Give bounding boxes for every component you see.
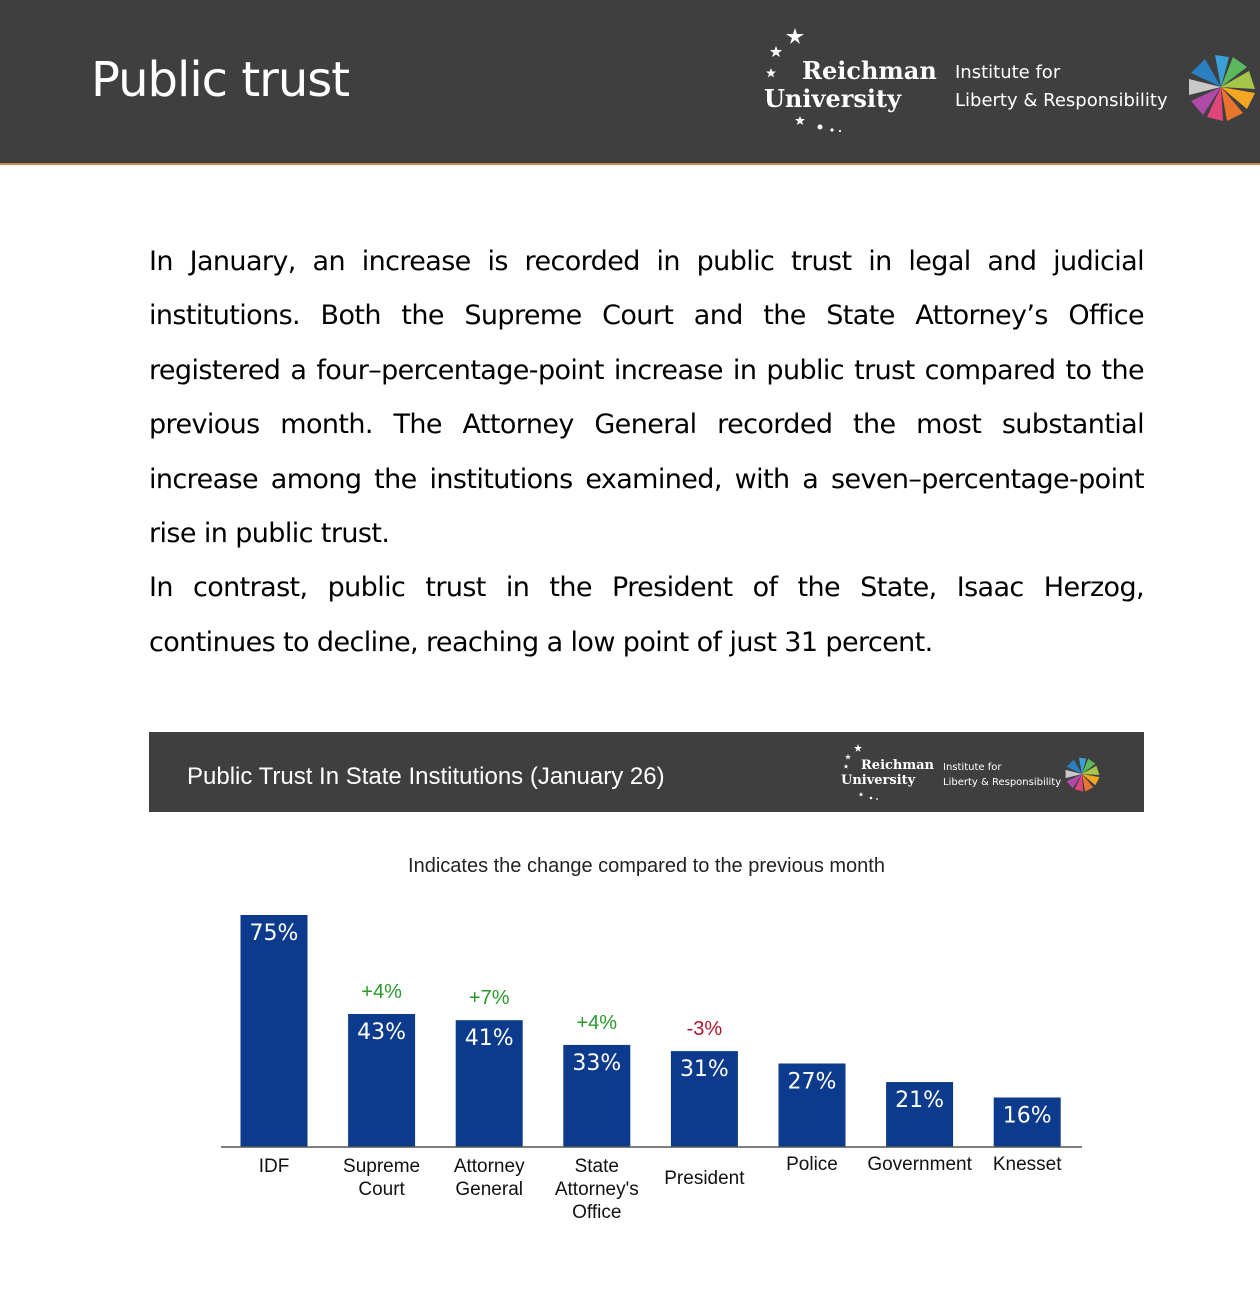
category-label-line: Government (867, 1154, 972, 1175)
category-label (259, 1156, 290, 1177)
category-label (664, 1168, 745, 1189)
bar-value-label: 41% (464, 1026, 514, 1052)
change-label: -3% (686, 1018, 723, 1041)
category-label-line: Attorney's (554, 1179, 639, 1200)
category-label-line: Supreme (343, 1156, 421, 1177)
bar-value-label: 33% (572, 1050, 622, 1076)
bar-value-label: 43% (357, 1019, 407, 1045)
category-label-line: Office (572, 1202, 622, 1223)
change-label: +7% (468, 987, 510, 1010)
bar-value-label: 27% (787, 1069, 837, 1095)
bar-0 (241, 915, 308, 1147)
category-label (454, 1156, 525, 1200)
category-label-line: IDF (258, 1156, 290, 1177)
category-label-line: Police (786, 1154, 838, 1175)
page-title: Public trust (91, 52, 350, 108)
logo-university-name: Reichman (861, 758, 935, 773)
bar-value-label: 21% (895, 1088, 945, 1114)
category-label-line: General (455, 1179, 524, 1200)
summary-paragraph-2: In contrast, public trust in the President of the State, Isaac Herzog, continues to decline, reaching a low point of just 31 percent. (149, 572, 1144, 658)
logo-university-name: Reichman (802, 56, 937, 85)
category-label (786, 1154, 838, 1175)
logo-institute-line2: Liberty & Responsibility (943, 777, 1062, 788)
bar-value-label: 31% (679, 1057, 729, 1083)
category-label (867, 1154, 972, 1175)
logo-institute-line2: Liberty & Responsibility (955, 90, 1168, 111)
logo-institute-line1: Institute for (943, 762, 1002, 773)
category-label (343, 1156, 420, 1200)
category-label-line: State (574, 1156, 619, 1177)
logo-university-word: University (764, 84, 902, 113)
category-label (993, 1154, 1062, 1175)
summary-paragraph-1: In January, an increase is recorded in public trust in legal and judicial institutions. Both the Supreme Court and the State Attorney’s Office registered a four–percentage-point increase in public trust compared to the previous month. The Attorney General recorded the most substantial increase among the institutions examined, with a seven–percentage-point rise in public trust. (149, 246, 1144, 550)
category-label (555, 1156, 639, 1223)
category-label-line: President (664, 1168, 745, 1189)
logo-university-word: University (841, 773, 916, 788)
logo-institute-line1: Institute for (955, 62, 1061, 83)
bar-value-label: 75% (249, 921, 299, 946)
change-label: +4% (576, 1011, 618, 1034)
bar-value-label: 16% (1002, 1103, 1052, 1129)
category-label-line: Court (358, 1179, 405, 1200)
change-label: +4% (361, 980, 402, 1003)
category-label-line: Attorney (453, 1156, 525, 1177)
category-label-line: Knesset (992, 1154, 1062, 1175)
chart-title: Public Trust In State Institutions (January 26) (187, 763, 665, 790)
chart-subtitle: Indicates the change compared to the previous month (408, 855, 885, 877)
